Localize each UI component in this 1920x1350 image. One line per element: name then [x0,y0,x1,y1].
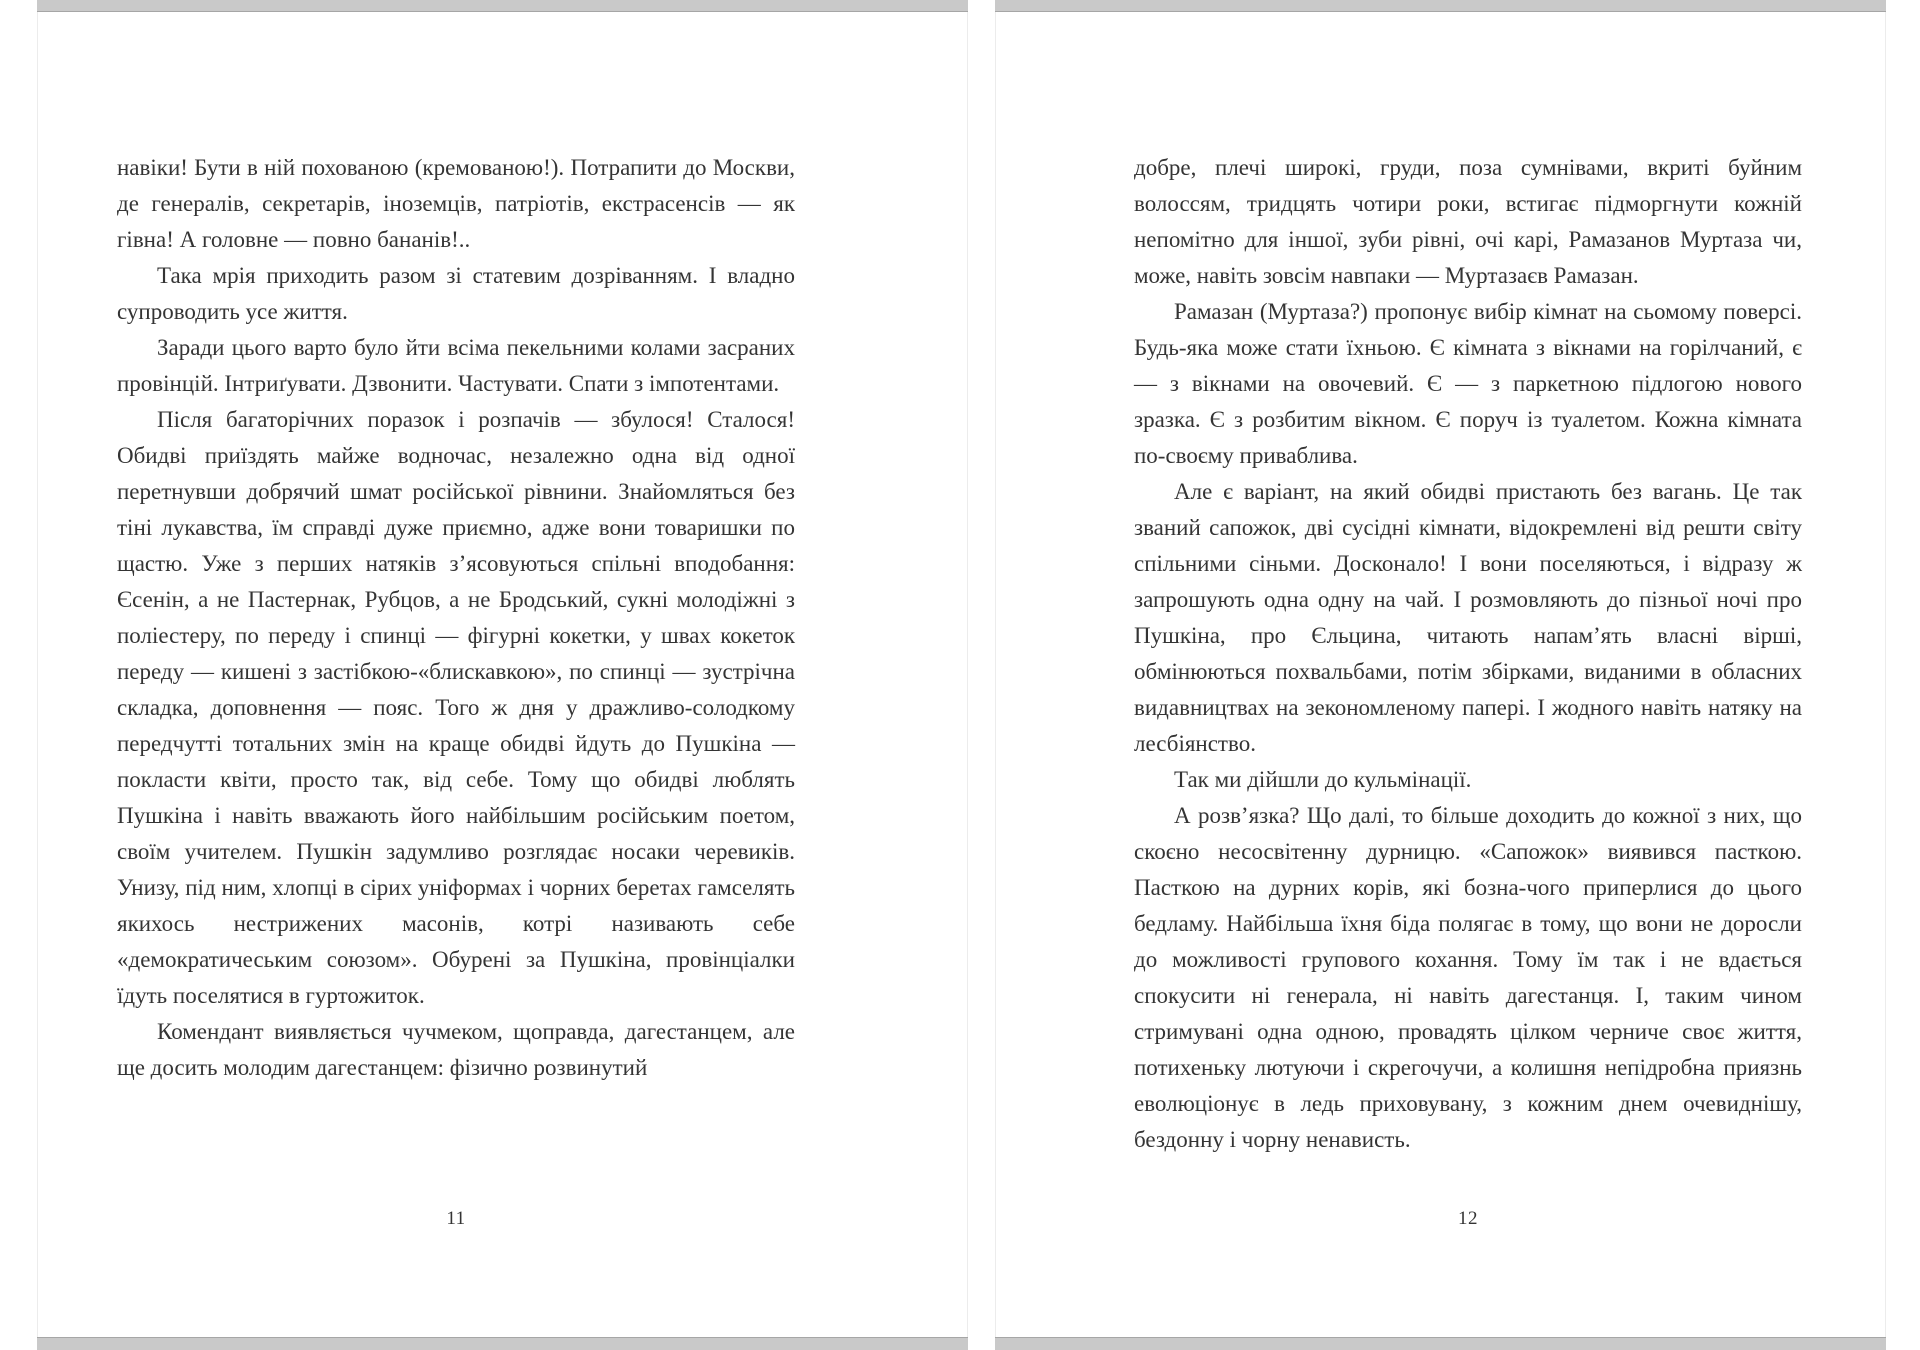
paragraph: добре, плечі широкі, груди, поза сумнівами, вкриті буйним волоссям, тридцять чотири роки, встигає підморгнути кожній непомітно для іншої, зуби рівні, очі карі, Рамазанов Муртаза чи, може, навіть зовсім навпаки — Муртазаєв Рамазан. [1134,155,1802,288]
page-text-block [117,150,795,1086]
previous-page-edge-right [995,0,1886,12]
paragraph: А розв’язка? Що далі, то більше доходить до кожної з них, що скоєно несосвітенну дурницю. «Сапожок» виявився пасткою. Пасткою на дурних корів, які бозна-чого приперлися до цього бедламу. Найбільша їхня біда полягає в тому, що вони не доросли до можливості групового кохання. Тому їм так і не вдається спокусити ні генерала, ні навіть дагестанця. І, таким чином стримувані одна одною, провадять цілком черниче своє життя, потихеньку лютуючи і скрегочучи, а колишня непідробна приязнь еволюціонує в ледь приховувану, з кожним днем очевиднішу, бездонну і чорну ненависть. [1134,803,1802,1152]
paragraph: Рамазан (Муртаза?) пропонує вибір кімнат на сьомому поверсі. Будь-яка може стати їхньою. Є кімната з вікнами на горілчаний, є — з вікнами на овочевий. Є — з паркетною підлогою нового зразка. Є з розбитим вікном. Є поруч із туалетом. Кожна кімната по-своєму приваблива. [1134,299,1802,468]
page-number: 12 [1458,1208,1478,1229]
page-number: 11 [446,1208,466,1229]
paragraph: Така мрія приходить разом зі статевим дозріванням. І владно супроводить усе життя. [117,263,795,324]
paragraph: Але є варіант, на який обидві пристають без вагань. Це так званий сапожок, дві сусідні кімнати, відокремлені від решти світу спільними сіньми. Досконало! І вони поселяються, і відразу ж запрошують одна одну на чай. І розмовляють до пізньої ночі про Пушкіна, про Єльцина, читають напам’ять власні вірші, обмінюються похвальбами, потім збірками, виданими в обласних видавництвах на зекономленому папері. І жодного навіть натяку на лесбіянство. [1134,479,1802,756]
paragraph: Комендант виявляється чучмеком, щоправда, дагестанцем, але ще досить молодим дагестанцем: фізично розвинутий [117,1019,795,1080]
book-page-left [37,12,968,1337]
previous-page-edge-left [37,0,968,12]
next-page-edge-left [37,1337,968,1350]
paragraph: навіки! Бути в ній похованою (кремованою!). Потрапити до Москви, де генералів, секретарів, іноземців, патріотів, екстрасенсів — як гівна! А головне — повно бананів!.. [117,155,795,252]
page-text-block [1134,150,1802,1158]
next-page-edge-right [995,1337,1886,1350]
paragraph: Так ми дійшли до кульмінації. [1174,767,1472,792]
book-page-right [995,12,1886,1337]
paragraph: Після багаторічних поразок і розпачів — збулося! Сталося! Обидві приїздять майже водночас, незалежно одна від одної перетнувши добрячий шмат російської рівнини. Знайомляться без тіні лукавства, їм справді дуже приємно, адже вони товаришки по щастю. Уже з перших натяків з’ясовуються спільні вподобання: Єсенін, а не Пастернак, Рубцов, а не Бродський, сукні молодіжні з поліестеру, по переду і спинці — фігурні кокетки, у швах кокеток переду — кишені з застібкою-«блискавкою», по спинці — зустрічна складка, доповнення — пояс. Того ж дня у дражливо-солодкому передчутті тотальних змін на краще обидві йдуть до Пушкіна — покласти квіти, просто так, від себе. Тому що обидві люблять Пушкіна і навіть вважають його найбільшим російським поетом, своїм учителем. Пушкін задумливо розглядає носаки черевиків. Унизу, під ним, хлопці в сірих уніформах і чорних беретах гамселять якихось нестрижених масонів, котрі називають себе «демократичеським союзом». Обурені за Пушкіна, провінціалки їдуть поселятися в гуртожиток. [117,407,795,1008]
paragraph: Заради цього варто було йти всіма пекельними колами засраних провінцій. Інтриґувати. Дзвонити. Частувати. Спати з імпотентами. [117,335,795,396]
